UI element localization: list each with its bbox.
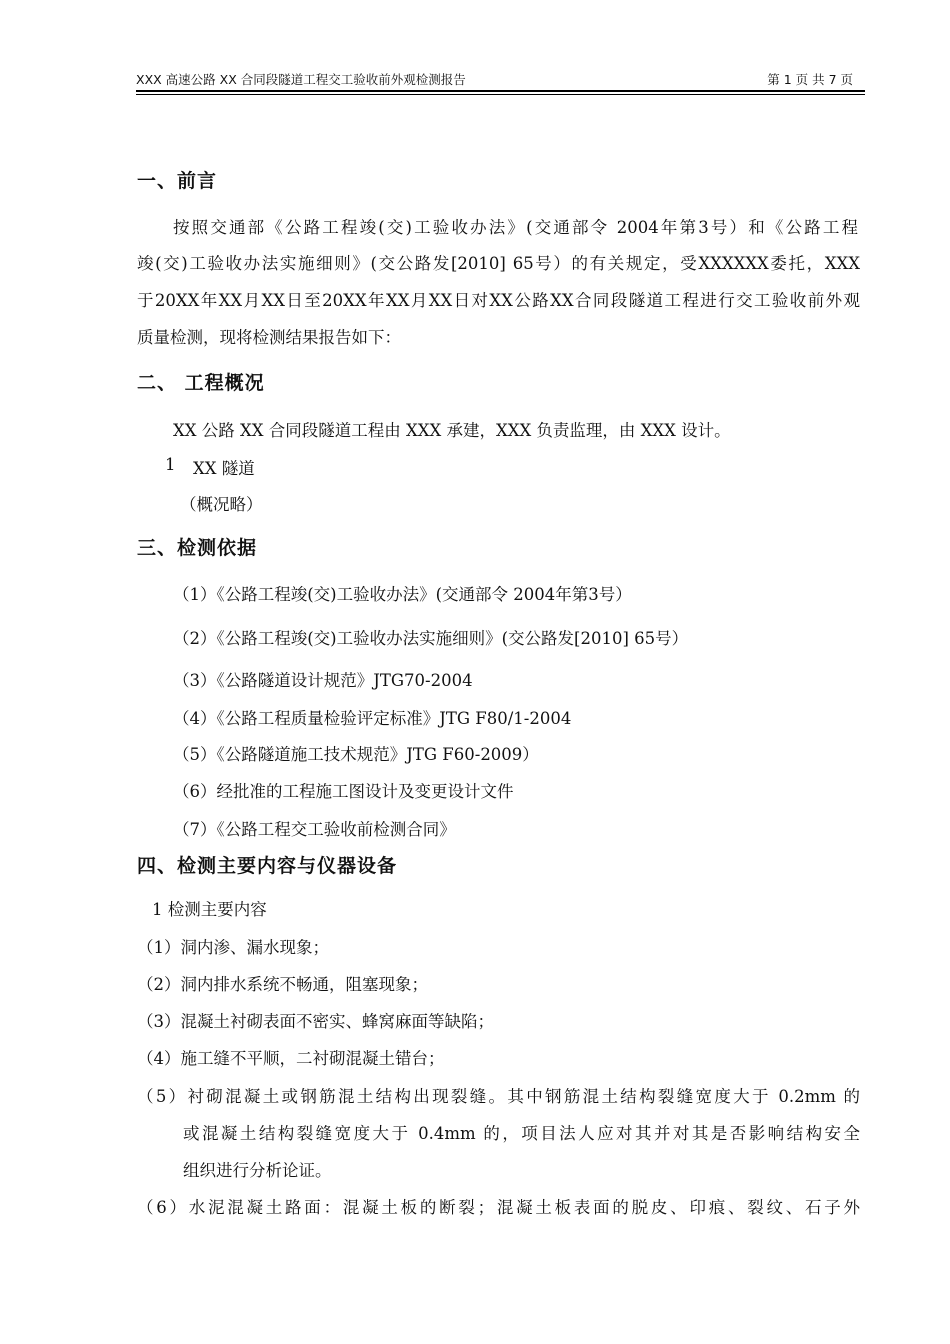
section-4-subheading: 1 检测主要内容 <box>152 900 267 919</box>
tunnel-item-number: 1 <box>165 455 176 474</box>
paragraph-line: 竣(交)工验收办法实施细则》(交公路发[2010] 65号）的有关规定，受XXXXXX委托，XXX <box>137 254 860 273</box>
project-overview-text: XX 公路 XX 合同段隧道工程由 XXX 承建，XXX 负责监理，由 XXX 设计。 <box>173 421 731 440</box>
basis-item: （7）《公路工程交工验收前检测合同》 <box>173 820 456 839</box>
header-title: XXX 高速公路 XX 合同段隧道工程交工验收前外观检测报告 <box>136 72 466 87</box>
paragraph-line: 于20XX年XX月XX日至20XX年XX月XX日对XX公路XX合同段隧道工程进行交工验收前外观 <box>137 291 860 310</box>
paragraph-line: 质量检测，现将检测结果报告如下： <box>137 328 401 347</box>
content-item: （6）水泥混凝土路面：混凝土板的断裂；混凝土板表面的脱皮、印痕、裂纹、石子外 <box>137 1198 860 1217</box>
page-header <box>136 70 865 92</box>
basis-item: （2）《公路工程竣(交)工验收办法实施细则》(交公路发[2010] 65号） <box>173 629 689 648</box>
content-item-continuation: 或混凝土结构裂缝宽度大于 0.4mm 的，项目法人应对其并对其是否影响结构安全 <box>183 1124 860 1143</box>
tunnel-item-title: XX 隧道 <box>193 459 255 478</box>
content-item: （4）施工缝不平顺，二衬砌混凝土错台； <box>137 1049 445 1068</box>
content-item: （3）混凝土衬砌表面不密实、蜂窝麻面等缺陷； <box>137 1012 494 1031</box>
content-item-continuation: 组织进行分析论证。 <box>183 1161 332 1180</box>
section-2-heading: 二、 工程概况 <box>137 372 265 394</box>
basis-item: （1）《公路工程竣(交)工验收办法》(交通部令 2004年第3号） <box>173 585 632 604</box>
section-1-heading: 一、前言 <box>137 170 218 192</box>
header-rule-thick <box>136 90 865 92</box>
header-rule-thin <box>136 94 865 95</box>
content-item: （1）洞内渗、漏水现象； <box>137 938 329 957</box>
section-3-heading: 三、检测依据 <box>137 537 258 559</box>
basis-item: （5）《公路隧道施工技术规范》JTG F60-2009） <box>173 745 539 764</box>
section-4-heading: 四、检测主要内容与仪器设备 <box>137 855 398 877</box>
header-page-info: 第 1 页 共 7 页 <box>767 72 853 87</box>
tunnel-item-note: （概况略） <box>180 495 263 514</box>
paragraph-line: 按照交通部《公路工程竣(交)工验收办法》(交通部令 2004年第3号）和《公路工程 <box>173 218 858 237</box>
basis-item: （3）《公路隧道设计规范》JTG70-2004 <box>173 671 473 690</box>
basis-item: （6）经批准的工程施工图设计及变更设计文件 <box>173 782 514 801</box>
basis-item: （4）《公路工程质量检验评定标准》JTG F80/1-2004 <box>173 709 572 728</box>
content-item: （5）衬砌混凝土或钢筋混土结构出现裂缝。其中钢筋混土结构裂缝宽度大于 0.2mm 的 <box>137 1087 860 1106</box>
content-item: （2）洞内排水系统不畅通，阻塞现象； <box>137 975 428 994</box>
